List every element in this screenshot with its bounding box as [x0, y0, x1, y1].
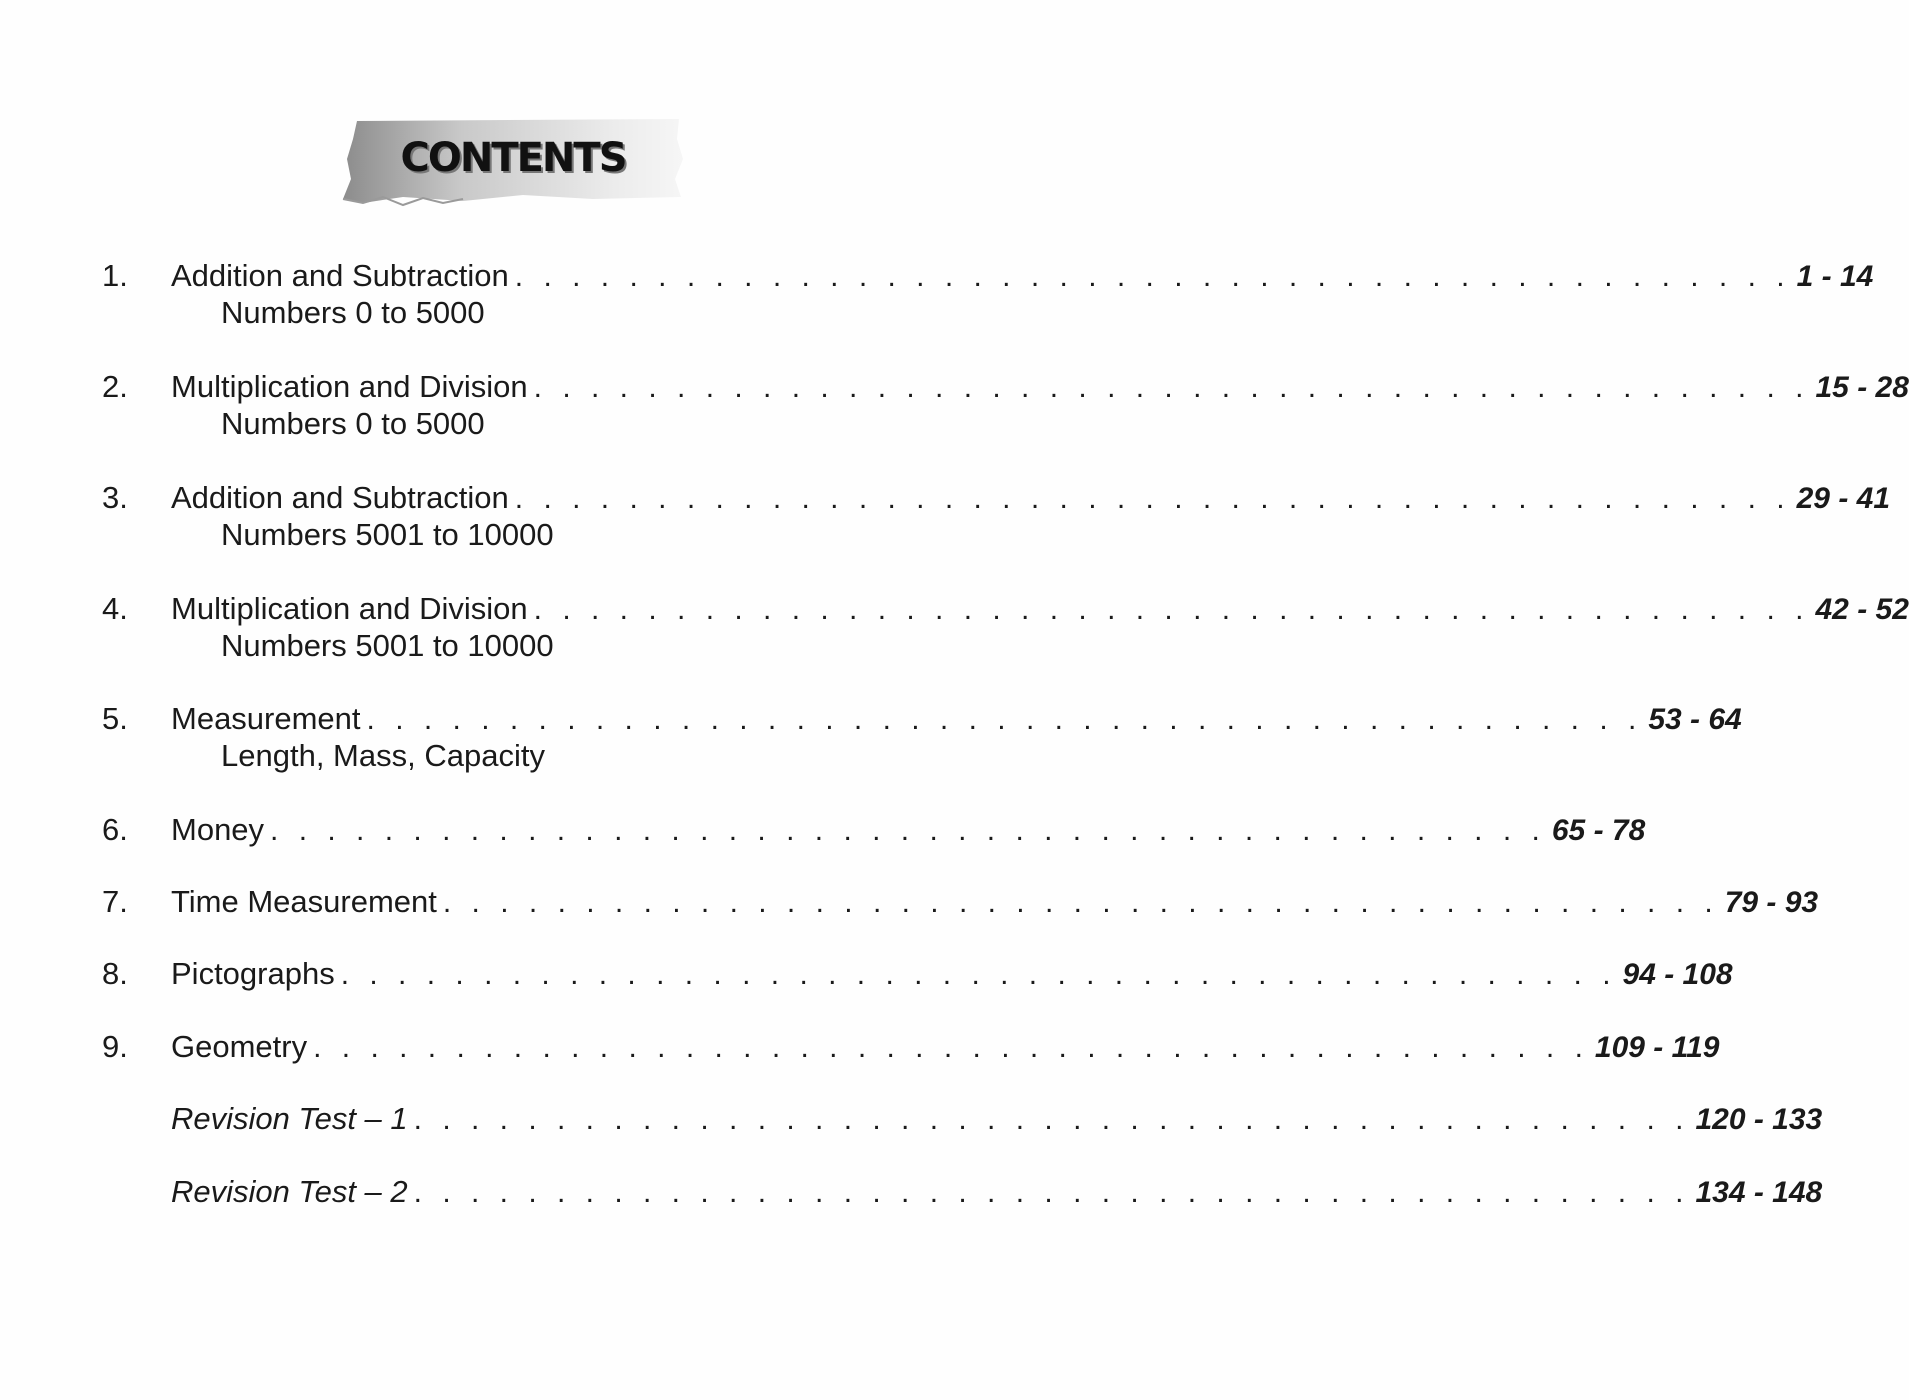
entry-number: 5.: [102, 701, 128, 736]
entry-title: Addition and Subtraction: [171, 258, 509, 293]
entry-pages: 1 - 14: [1796, 260, 1874, 293]
entry-title: Multiplication and Division: [171, 591, 528, 626]
entry-title: Revision Test – 1: [171, 1101, 408, 1136]
entry-pages: 94 - 108: [1622, 958, 1733, 991]
entry-number: 7.: [102, 884, 128, 919]
entry-title: Revision Test – 2: [171, 1174, 408, 1209]
entry-number: 1.: [102, 258, 128, 293]
entry-pages: 79 - 93: [1724, 886, 1819, 919]
entry-number: 2.: [102, 369, 128, 404]
entry-title: Addition and Subtraction: [171, 480, 509, 515]
entry-number: 9.: [102, 1029, 128, 1064]
entry-pages: 120 - 133: [1695, 1103, 1823, 1136]
entry-pages: 53 - 64: [1648, 703, 1742, 736]
leader-dots: . . . . . . . . . . . . . . . . . . . . . . . . . . . . . . . . . . . . . . . . . . . . .: [514, 260, 1791, 293]
entry-number: 6.: [102, 812, 128, 847]
leader-dots: . . . . . . . . . . . . . . . . . . . . . . . . . . . . . . . . . . . . . . . . . . . . .: [270, 814, 1546, 847]
entry-pages: 29 - 41: [1796, 482, 1891, 515]
leader-dots: . . . . . . . . . . . . . . . . . . . . . . . . . . . . . . . . . . . . . . . . . . . . .: [442, 886, 1719, 919]
leader-dots: . . . . . . . . . . . . . . . . . . . . . . . . . . . . . . . . . . . . . . . . . . . . .: [413, 1103, 1690, 1136]
contents-heading: CONTENTS: [400, 135, 626, 181]
leader-dots: . . . . . . . . . . . . . . . . . . . . . . . . . . . . . . . . . . . . . . . . . . . . .: [313, 1031, 1589, 1064]
entry-subtitle: Numbers 0 to 5000: [221, 406, 485, 441]
leader-dots: . . . . . . . . . . . . . . . . . . . . . . . . . . . . . . . . . . . . . . . . . . . . .: [533, 593, 1810, 626]
entry-subtitle: Numbers 5001 to 10000: [221, 628, 554, 663]
leader-dots: . . . . . . . . . . . . . . . . . . . . . . . . . . . . . . . . . . . . . . . . . . . . .: [533, 371, 1810, 404]
entry-title: Money: [171, 812, 265, 847]
leader-dots: . . . . . . . . . . . . . . . . . . . . . . . . . . . . . . . . . . . . . . . . . . . . .: [514, 482, 1791, 515]
entry-pages: 109 - 119: [1594, 1031, 1720, 1064]
entry-pages: 65 - 78: [1551, 814, 1646, 847]
entry-title: Time Measurement: [171, 884, 437, 919]
entry-subtitle: Numbers 5001 to 10000: [221, 517, 554, 552]
entry-title: Multiplication and Division: [171, 369, 528, 404]
entry-title: Measurement: [171, 701, 361, 736]
leader-dots: . . . . . . . . . . . . . . . . . . . . . . . . . . . . . . . . . . . . . . . . . . . . .: [413, 1176, 1690, 1209]
entry-number: 8.: [102, 956, 128, 991]
leader-dots: . . . . . . . . . . . . . . . . . . . . . . . . . . . . . . . . . . . . . . . . . . . . .: [366, 703, 1643, 736]
entry-number: 4.: [102, 591, 128, 626]
entry-pages: 134 - 148: [1695, 1176, 1823, 1209]
entry-subtitle: Numbers 0 to 5000: [221, 295, 485, 330]
entry-pages: 42 - 52: [1815, 593, 1909, 626]
leader-dots: . . . . . . . . . . . . . . . . . . . . . . . . . . . . . . . . . . . . . . . . . . . . .: [340, 958, 1617, 991]
entry-number: 3.: [102, 480, 128, 515]
entry-title: Pictographs: [171, 956, 335, 991]
entry-title: Geometry: [171, 1029, 308, 1064]
entry-pages: 15 - 28: [1815, 371, 1909, 404]
entry-subtitle: Length, Mass, Capacity: [221, 738, 545, 773]
